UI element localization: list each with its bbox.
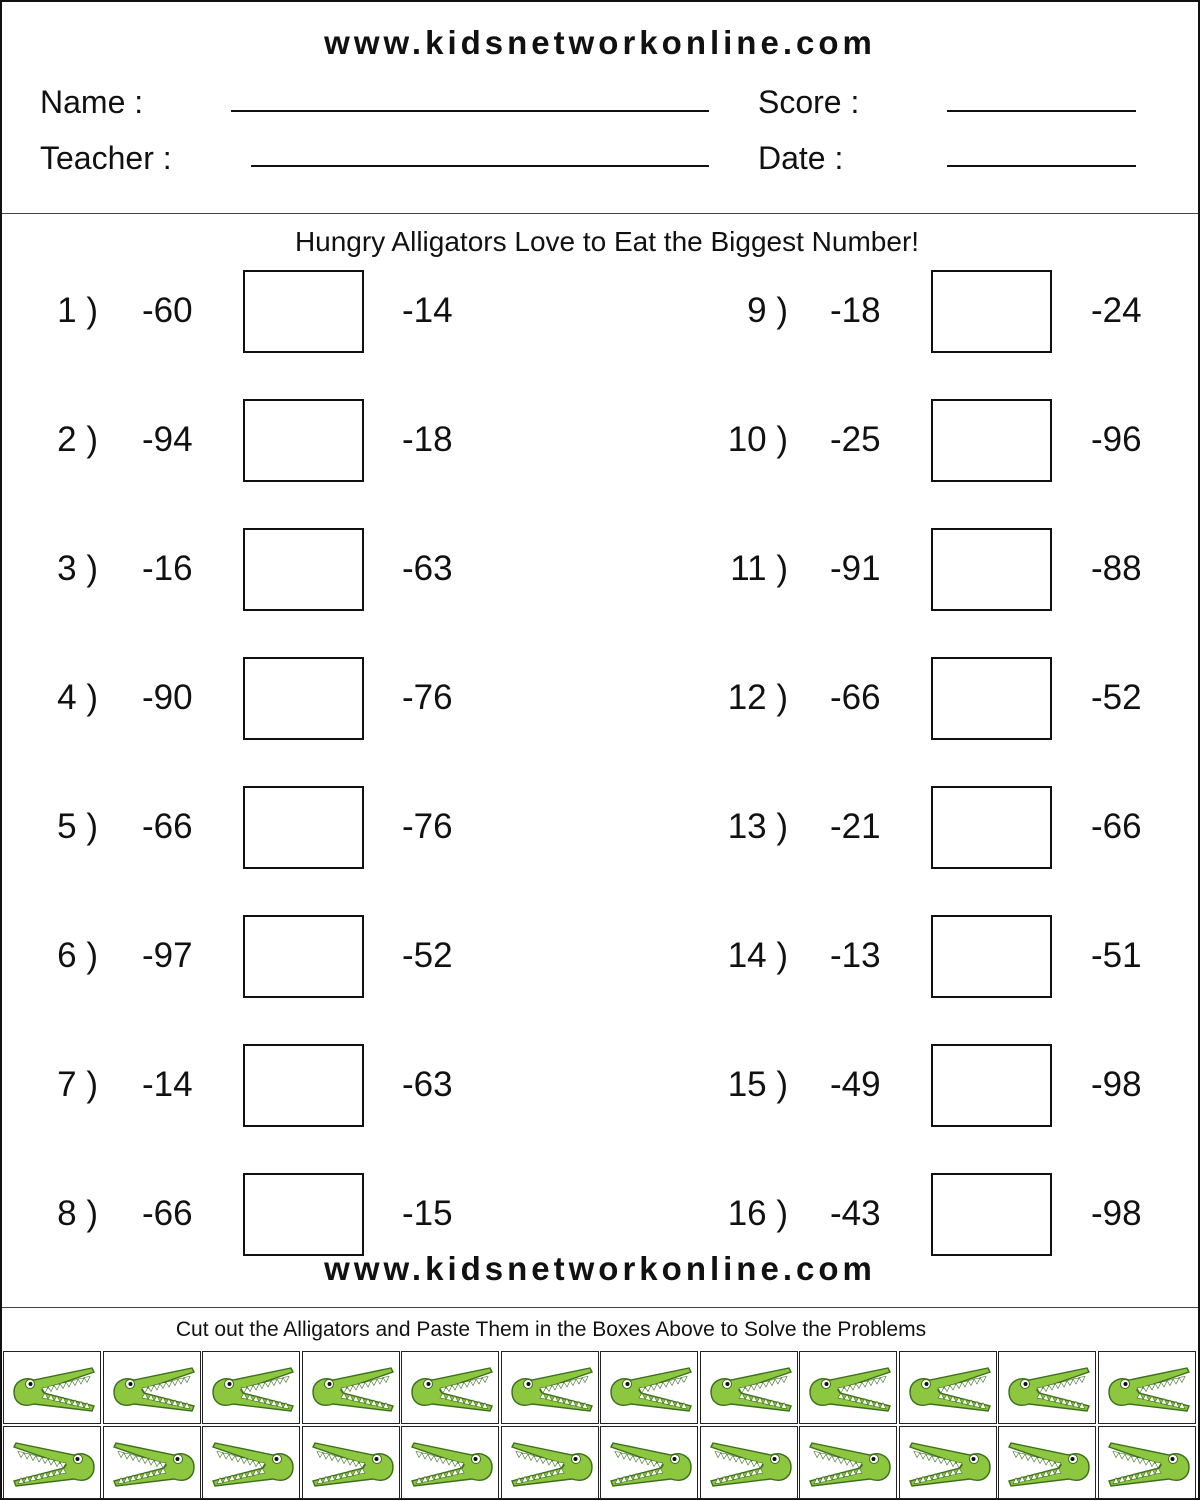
score-label: Score : bbox=[758, 84, 860, 120]
problem-number: 10 ) bbox=[727, 420, 788, 459]
answer-box[interactable] bbox=[931, 1044, 1052, 1127]
alligator-cutout[interactable] bbox=[1098, 1426, 1196, 1499]
problem-number: 6 ) bbox=[57, 936, 98, 975]
right-number: -52 bbox=[1091, 678, 1142, 717]
alligator-cutout[interactable] bbox=[501, 1426, 599, 1499]
alligator-cutout[interactable] bbox=[202, 1351, 300, 1424]
cutout-divider bbox=[2, 1307, 1198, 1308]
alligator-cutout[interactable] bbox=[700, 1426, 798, 1499]
problem-row bbox=[2, 915, 1198, 997]
right-number: -96 bbox=[1091, 420, 1142, 459]
alligator-cutout[interactable] bbox=[1098, 1351, 1196, 1424]
score-line[interactable] bbox=[947, 110, 1136, 112]
problem-number: 7 ) bbox=[57, 1065, 98, 1104]
date-label: Date : bbox=[758, 140, 844, 176]
problem-row bbox=[2, 657, 1198, 739]
left-number: -25 bbox=[830, 420, 881, 459]
site-url-header: www.kidsnetworkonline.com bbox=[324, 24, 876, 61]
answer-box[interactable] bbox=[931, 1173, 1052, 1256]
left-number: -60 bbox=[142, 291, 193, 330]
left-number: -14 bbox=[142, 1065, 193, 1104]
alligator-cutout[interactable] bbox=[302, 1351, 400, 1424]
right-number: -52 bbox=[402, 936, 453, 975]
right-number: -18 bbox=[402, 420, 453, 459]
alligator-cutout[interactable] bbox=[799, 1426, 897, 1499]
problem-number: 2 ) bbox=[57, 420, 98, 459]
problem-number: 14 ) bbox=[727, 936, 788, 975]
left-number: -21 bbox=[830, 807, 881, 846]
problem-number: 1 ) bbox=[57, 291, 98, 330]
left-number: -90 bbox=[142, 678, 193, 717]
problem-number: 15 ) bbox=[727, 1065, 788, 1104]
left-number: -66 bbox=[142, 807, 193, 846]
problem-number: 3 ) bbox=[57, 549, 98, 588]
right-number: -63 bbox=[402, 1065, 453, 1104]
alligator-cutout[interactable] bbox=[600, 1351, 698, 1424]
problem-row bbox=[2, 786, 1198, 868]
problem-number: 16 ) bbox=[727, 1194, 788, 1233]
left-number: -16 bbox=[142, 549, 193, 588]
right-number: -98 bbox=[1091, 1194, 1142, 1233]
alligator-cutout[interactable] bbox=[103, 1351, 201, 1424]
answer-box[interactable] bbox=[931, 270, 1052, 353]
worksheet-instruction: Hungry Alligators Love to Eat the Biggest Number! bbox=[294, 226, 920, 257]
teacher-line[interactable] bbox=[251, 165, 709, 167]
teacher-label: Teacher : bbox=[40, 140, 172, 176]
left-number: -18 bbox=[830, 291, 881, 330]
right-number: -24 bbox=[1091, 291, 1142, 330]
answer-box[interactable] bbox=[931, 915, 1052, 998]
problem-number: 11 ) bbox=[730, 549, 788, 588]
left-number: -43 bbox=[830, 1194, 881, 1233]
right-number: -76 bbox=[402, 678, 453, 717]
problem-number: 13 ) bbox=[727, 807, 788, 846]
left-number: -97 bbox=[142, 936, 193, 975]
right-number: -88 bbox=[1091, 549, 1142, 588]
alligator-cutout[interactable] bbox=[799, 1351, 897, 1424]
right-number: -76 bbox=[402, 807, 453, 846]
problem-row bbox=[2, 399, 1198, 481]
left-number: -13 bbox=[830, 936, 881, 975]
problem-number: 4 ) bbox=[57, 678, 98, 717]
name-label: Name : bbox=[40, 84, 144, 120]
right-number: -98 bbox=[1091, 1065, 1142, 1104]
alligator-cutout[interactable] bbox=[899, 1351, 997, 1424]
problem-number: 9 ) bbox=[747, 291, 788, 330]
alligator-cutout[interactable] bbox=[998, 1351, 1096, 1424]
right-number: -14 bbox=[402, 291, 453, 330]
alligator-cutout[interactable] bbox=[202, 1426, 300, 1499]
name-line[interactable] bbox=[231, 110, 709, 112]
alligator-cutout[interactable] bbox=[401, 1426, 499, 1499]
alligator-cutout-grid bbox=[3, 1351, 1197, 1501]
alligator-cutout[interactable] bbox=[3, 1426, 101, 1499]
left-number: -94 bbox=[142, 420, 193, 459]
answer-box[interactable] bbox=[931, 528, 1052, 611]
problem-row bbox=[2, 270, 1198, 352]
site-url-footer: www.kidsnetworkonline.com bbox=[324, 1250, 876, 1287]
date-line[interactable] bbox=[947, 165, 1136, 167]
left-number: -91 bbox=[830, 549, 881, 588]
problem-number: 5 ) bbox=[57, 807, 98, 846]
problem-row bbox=[2, 528, 1198, 610]
alligator-cutout[interactable] bbox=[899, 1426, 997, 1499]
alligator-cutout[interactable] bbox=[3, 1351, 101, 1424]
alligator-cutout[interactable] bbox=[103, 1426, 201, 1499]
alligator-cutout[interactable] bbox=[700, 1351, 798, 1424]
problem-row bbox=[2, 1173, 1198, 1255]
alligator-cutout[interactable] bbox=[998, 1426, 1096, 1499]
answer-box[interactable] bbox=[931, 657, 1052, 740]
left-number: -66 bbox=[830, 678, 881, 717]
left-number: -49 bbox=[830, 1065, 881, 1104]
alligator-cutout[interactable] bbox=[501, 1351, 599, 1424]
problem-number: 8 ) bbox=[57, 1194, 98, 1233]
alligator-cutout[interactable] bbox=[302, 1426, 400, 1499]
problem-row bbox=[2, 1044, 1198, 1126]
right-number: -51 bbox=[1091, 936, 1142, 975]
answer-box[interactable] bbox=[931, 399, 1052, 482]
right-number: -63 bbox=[402, 549, 453, 588]
alligator-cutout[interactable] bbox=[401, 1351, 499, 1424]
left-number: -66 bbox=[142, 1194, 193, 1233]
problem-number: 12 ) bbox=[727, 678, 788, 717]
cutout-instruction: Cut out the Alligators and Paste Them in the Boxes Above to Solve the Problems bbox=[175, 1318, 927, 1341]
header-divider bbox=[2, 213, 1198, 214]
alligator-cutout[interactable] bbox=[600, 1426, 698, 1499]
answer-box[interactable] bbox=[931, 786, 1052, 869]
right-number: -15 bbox=[402, 1194, 453, 1233]
right-number: -66 bbox=[1091, 807, 1142, 846]
